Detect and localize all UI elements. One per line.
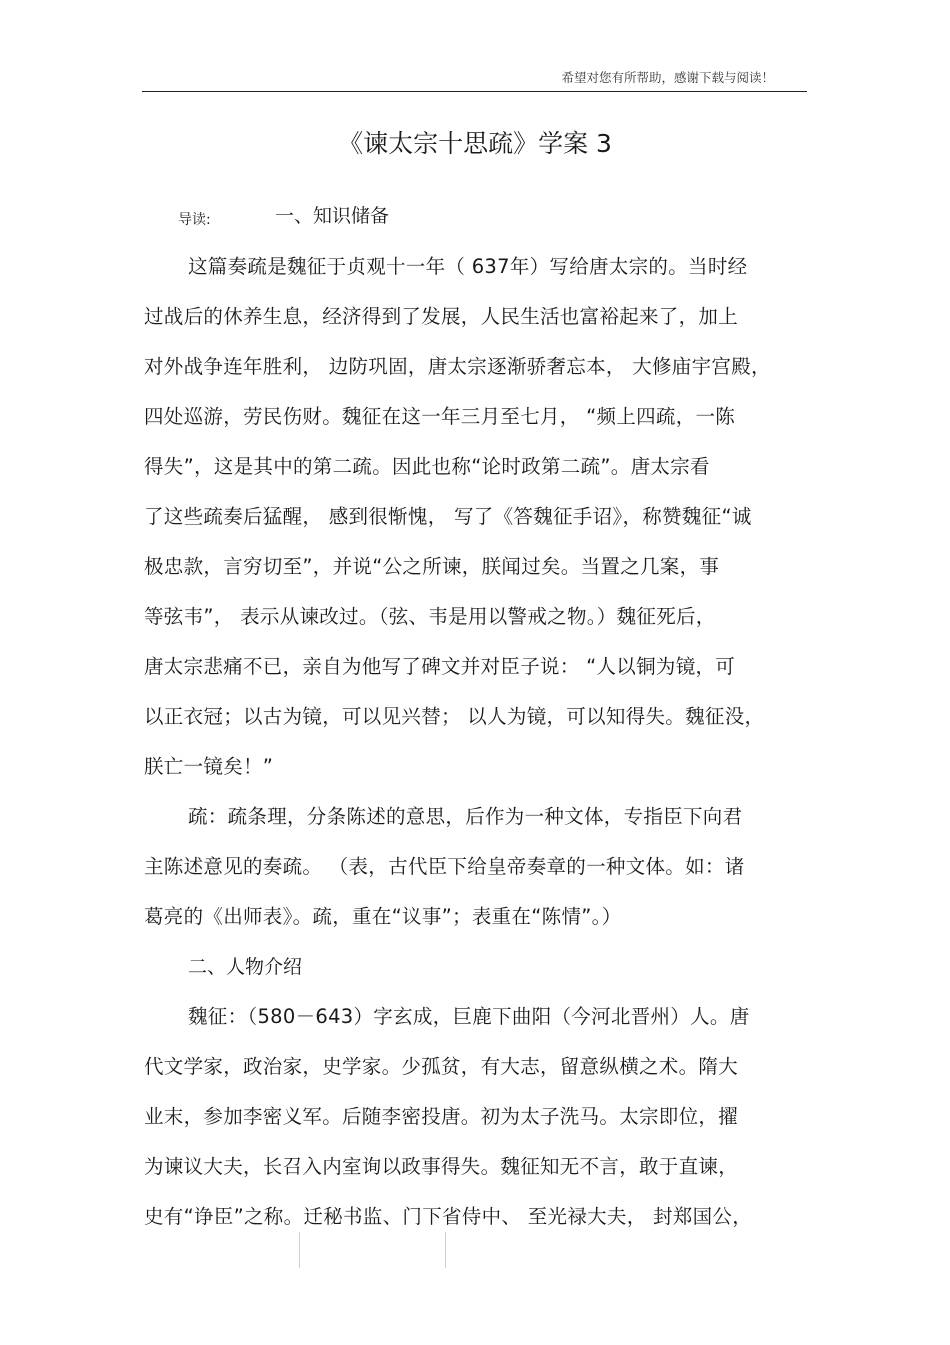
text-line: 疏：疏条理，分条陈述的意思，后作为一种文体，专指臣下向君 (188, 805, 743, 828)
header-note: 希望对您有所帮助，感谢下载与阅读！ (561, 70, 774, 85)
text-line: 代文学家，政治家，史学家。少孤贫，有大志，留意纵横之术。隋大 (144, 1055, 739, 1078)
text-line: 以正衣冠；以古为镜，可以见兴替； 以人为镜，可以知得失。魏征没， (144, 705, 765, 728)
text-line: 等弦韦”， 表示从谏改过。（弦、韦是用以警戒之物。）魏征死后， (144, 605, 716, 628)
paragraph-wei-zheng (144, 1005, 824, 1255)
text-line: 主陈述意见的奏疏。 （表，古代臣下给皇帝奏章的一种文体。如：诸 (144, 855, 745, 878)
text-line: 极忠款，言穷切至”，并说“公之所谏，朕闻过矣。当置之几案，事 (144, 555, 720, 578)
scan-mark (445, 1232, 446, 1268)
text-line: 葛亮的《出师表》。疏，重在“议事”；表重在“陈情”。） (144, 905, 622, 928)
scan-mark (299, 1232, 300, 1268)
text-line: 了这些疏奏后猛醒， 感到很惭愧， 写了《答魏征手诏》，称赞魏征“诚 (144, 505, 752, 528)
text-line: 这篇奏疏是魏征于贞观十一年（ 637年）写给唐太宗的。当时经 (188, 255, 748, 278)
text-line: 史有“诤臣”之称。迁秘书监、门下省侍中、 至光禄大夫， 封郑国公， (144, 1205, 753, 1228)
text-line: 对外战争连年胜利， 边防巩固，唐太宗逐渐骄奢忘本， 大修庙宇宫殿， (144, 355, 771, 378)
text-line: 魏征：（580－643）字玄成，巨鹿下曲阳（今河北晋州）人。唐 (188, 1005, 750, 1028)
section-heading-person: 二、人物介绍 (188, 956, 303, 978)
page-title: 《谏太宗十思疏》学案 3 (338, 129, 612, 158)
text-line: 唐太宗悲痛不已，亲自为他写了碑文并对臣子说： “人以铜为镜，可 (144, 655, 736, 678)
header-rule (142, 91, 807, 92)
text-line: 过战后的休养生息，经济得到了发展，人民生活也富裕起来了，加上 (144, 305, 739, 328)
section-heading-knowledge: 一、知识储备 (275, 205, 390, 227)
text-line: 为谏议大夫，长召入内室询以政事得失。魏征知无不言，敢于直谏， (144, 1155, 739, 1178)
guide-label: 导读: (178, 212, 211, 228)
paragraph-shu-definition (144, 805, 824, 955)
text-line: 四处巡游，劳民伤财。魏征在这一年三月至七月， “频上四疏，一陈 (144, 405, 736, 428)
text-line: 业末，参加李密义军。后随李密投唐。初为太子洗马。太宗即位，擢 (144, 1105, 739, 1128)
text-line: 得失”，这是其中的第二疏。因此也称“论时政第二疏”。唐太宗看 (144, 455, 710, 478)
paragraph-background (144, 255, 824, 805)
text-line: 朕亡一镜矣！” (144, 755, 274, 778)
